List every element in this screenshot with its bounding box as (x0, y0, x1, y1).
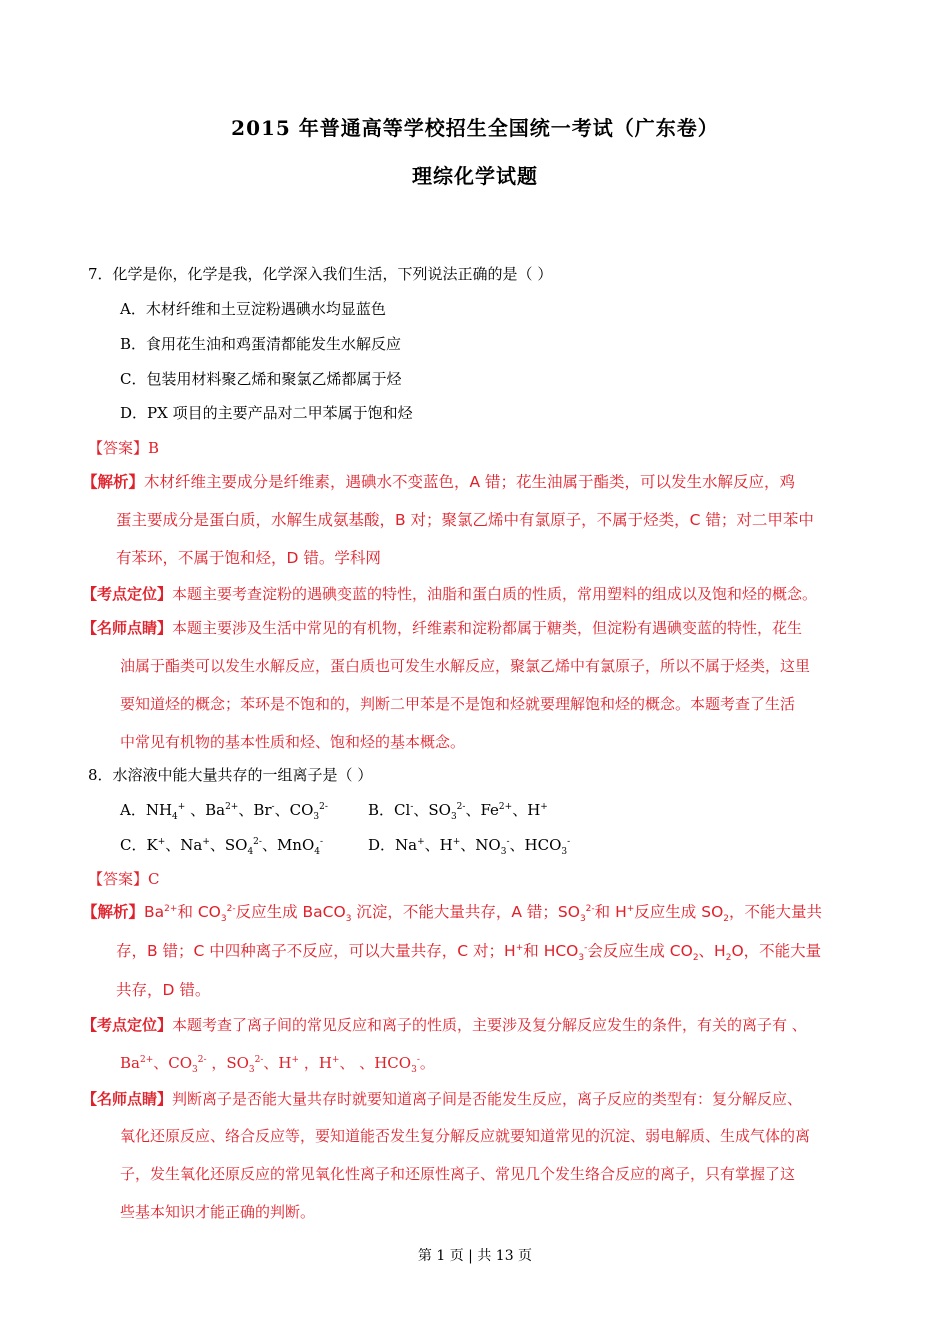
teacher-note-tag: 【名师点睛】 (82, 619, 173, 637)
q7-option-a: A．木材纤维和土豆淀粉遇碘水均显蓝色 (120, 300, 386, 318)
q7-analysis-line2: 蛋主要成分是蛋白质，水解生成氨基酸，B 对；聚氯乙烯中有氯原子，不属于烃类，C 错；对二甲苯中 (116, 511, 814, 529)
key-point-tag: 【考点定位】 (82, 1016, 173, 1034)
q8-option-a: A．$NH_4^+$ 、$Ba^{2+}$、Br-、$CO_3^{2-}$ (120, 801, 328, 822)
q8-answer (88, 869, 160, 889)
q8-analysis-line2: 存，B 错；C 中四种离子不反应，可以大量共存，C 对；H+和 $HCO_3^-$会反应生成 $CO_2$、$H_2O$，不能大量 (116, 942, 822, 964)
q8-analysis: 【解析】$Ba^{2+}$和 $CO_3^{2-}$反应生成 BaCO$_3$ 沉淀，不能大量共存，A 错；$SO_3^{2-}$和 H+反应生成 $SO_2$，不能大量共 (82, 903, 823, 925)
q8-key-point (82, 1015, 807, 1035)
analysis-tag: 【解析】 (82, 903, 145, 921)
q8-key-point-line2: $Ba^{2+}$、$CO_3^{2-}$ ，$SO_3^{2-}$、H+ ，H+、 、$HCO_3^-$。 (120, 1054, 435, 1075)
q7-analysis (82, 472, 795, 492)
q7-teacher-note (82, 618, 802, 638)
analysis-text: 木材纤维主要成分是纤维素，遇碘水不变蓝色，A 错；花生油属于酯类，可以发生水解反应，鸡 (144, 473, 796, 491)
answer-value: C (148, 870, 160, 888)
answer-tag: 【答案】 (88, 439, 149, 457)
q7-teacher-note-line2: 油属于酯类可以发生水解反应，蛋白质也可发生水解反应，聚氯乙烯中有氯原子，所以不属于烃类，这里 (120, 657, 811, 675)
q8-option-d: D．Na+、H+、$NO_3^-$、$HCO_3^-$ (368, 836, 571, 857)
q7-option-c: C．包装用材料聚乙烯和聚氯乙烯都属于烃 (120, 370, 402, 388)
q8-teacher-note-line2: 氧化还原反应、络合反应等，要知道能否发生复分解反应就要知道常见的沉淀、弱电解质、生成气体的离 (120, 1127, 811, 1145)
analysis-tag: 【解析】 (82, 473, 145, 491)
q7-teacher-note-line4: 中常见有机物的基本性质和烃、饱和烃的基本概念。 (120, 733, 466, 751)
q7-answer (88, 438, 159, 458)
document-subtitle: 理综化学试题 (412, 164, 538, 188)
q7-teacher-note-line3: 要知道烃的概念；苯环是不饱和的，判断二甲苯是不是饱和烃就要理解饱和烃的概念。本题考查了生活 (120, 695, 796, 713)
key-point-text: 本题考查了离子间的常见反应和离子的性质，主要涉及复分解反应发生的条件，有关的离子有 、 (172, 1016, 807, 1034)
q8-stem: 8．水溶液中能大量共存的一组离子是（ ） (88, 766, 373, 784)
answer-value: B (148, 439, 160, 457)
q7-option-b: B．食用花生油和鸡蛋清都能发生水解反应 (120, 335, 402, 353)
q7-key-point (82, 584, 817, 604)
q8-teacher-note-line4: 些基本知识才能正确的判断。 (120, 1203, 316, 1221)
document-title: 2015 年普通高等学校招生全国统一考试（广东卷） (231, 116, 719, 140)
teacher-note-text: 本题主要涉及生活中常见的有机物，纤维素和淀粉都属于糖类，但淀粉有遇碘变蓝的特性，花生 (172, 619, 803, 637)
q7-option-d: D．PX 项目的主要产品对二甲苯属于饱和烃 (120, 404, 413, 422)
q8-option-b: B．Cl-、$SO_3^{2-}$、$Fe^{2+}$、H+ (368, 801, 548, 822)
answer-tag: 【答案】 (88, 870, 149, 888)
q8-analysis-line3: 共存，D 错。 (116, 981, 211, 999)
key-point-text: 本题主要考查淀粉的遇碘变蓝的特性，油脂和蛋白质的性质，常用塑料的组成以及饱和烃的概念。 (172, 585, 818, 603)
teacher-note-tag: 【名师点睛】 (82, 1090, 173, 1108)
q8-teacher-note-line3: 子，发生氧化还原反应的常见氧化性离子和还原性离子、常见几个发生络合反应的离子，只有掌握了这 (120, 1165, 796, 1183)
page-footer: 第 1 页 | 共 13 页 (417, 1248, 533, 1264)
q7-analysis-line3: 有苯环，不属于饱和烃，D 错。学科网 (116, 549, 381, 567)
q7-stem: 7．化学是你，化学是我，化学深入我们生活，下列说法正确的是（ ） (88, 265, 553, 283)
q8-teacher-note (82, 1089, 802, 1109)
teacher-note-text: 判断离子是否能大量共存时就要知道离子间是否能发生反应，离子反应的类型有：复分解反应、 (172, 1090, 803, 1108)
key-point-tag: 【考点定位】 (82, 585, 173, 603)
q8-option-c: C．K+、Na+、$SO_4^{2-}$、MnO$_4$- (120, 836, 324, 857)
